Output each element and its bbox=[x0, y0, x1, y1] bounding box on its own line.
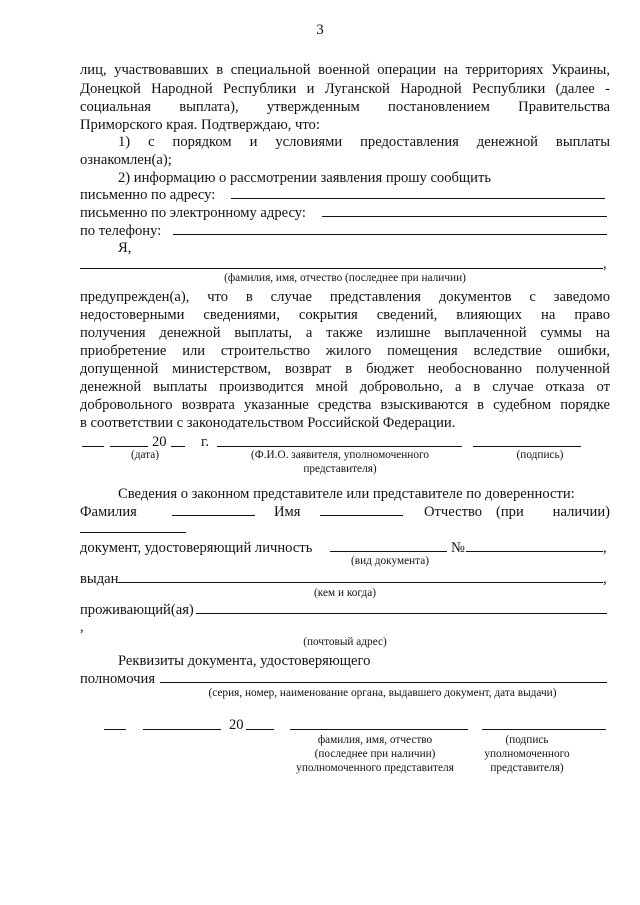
phone-field[interactable] bbox=[173, 234, 607, 235]
fio-caption: (фамилия, имя, отчество (последнее при наличии) bbox=[224, 272, 466, 284]
doc-kind-caption: (вид документа) bbox=[351, 555, 429, 567]
issued-field[interactable] bbox=[118, 582, 603, 583]
year-prefix: 20 bbox=[152, 434, 167, 450]
by-phone-label: по телефону: bbox=[80, 223, 162, 239]
req-label-1: Реквизиты документа, удостоверяющего bbox=[118, 653, 371, 669]
issued-label: выдан bbox=[80, 571, 119, 587]
name-field[interactable] bbox=[320, 515, 403, 516]
surname-label: Фамилия bbox=[80, 504, 137, 520]
para1-line-1: лиц, участвовавших в специальной военной операции на территориях Украины, bbox=[80, 62, 610, 78]
by-address-label: письменно по адресу: bbox=[80, 187, 216, 203]
year-prefix-2: 20 bbox=[229, 717, 244, 733]
patronymic-label: Отчество bbox=[424, 504, 483, 520]
req-label-2: полномочия bbox=[80, 671, 156, 687]
para2-line-5: допущенной министерством, возврат в бюджет необоснованно полученной bbox=[80, 361, 610, 377]
para1-line-4: Приморского края. Подтверждаю, что: bbox=[80, 117, 320, 133]
doc-kind-field[interactable] bbox=[330, 551, 447, 552]
comma: , bbox=[80, 619, 84, 635]
para2-line-8: в соответствии с законодательством Российской Федерации. bbox=[80, 415, 456, 431]
issued-caption: (кем и когда) bbox=[314, 587, 376, 599]
para2-line-4: приобретение или строительство жилого помещения вследствие ошибки, bbox=[80, 343, 610, 359]
rep-sign-caption-2: уполномоченного bbox=[484, 748, 570, 760]
ya-label: Я, bbox=[118, 240, 132, 256]
req-caption: (серия, номер, наименование органа, выдавшего документ, дата выдачи) bbox=[208, 687, 557, 699]
residing-label: проживающий(ая) bbox=[80, 602, 194, 618]
para1-line-3: социальная выплата), утвержденным постановлением Правительства bbox=[80, 99, 610, 115]
rep-fio-caption-2: (последнее при наличии) bbox=[314, 748, 436, 760]
postal-caption: (почтовый адрес) bbox=[303, 636, 387, 648]
surname-field-a[interactable] bbox=[172, 515, 255, 516]
para2-line-1: предупрежден(а), что в случае представления документов с заведомо bbox=[80, 289, 610, 305]
by-email-label: письменно по электронному адресу: bbox=[80, 205, 306, 221]
month-field-2[interactable] bbox=[143, 729, 221, 730]
rep-sign-caption-1: (подпись bbox=[505, 734, 549, 746]
number-sign: № bbox=[451, 540, 465, 556]
date-caption: (дата) bbox=[130, 449, 160, 461]
comma: , bbox=[603, 540, 607, 556]
signature-field[interactable] bbox=[473, 446, 581, 447]
para2-line-7: добровольного возврата указанные средства взыскиваются в судебном порядке bbox=[80, 397, 610, 413]
year-field[interactable] bbox=[171, 446, 185, 447]
id-doc-label: документ, удостоверяющий личность bbox=[80, 540, 313, 556]
day-field[interactable] bbox=[82, 446, 104, 447]
req-field[interactable] bbox=[160, 682, 607, 683]
day-field-2[interactable] bbox=[104, 729, 126, 730]
signer-fio-caption-2: представителя) bbox=[303, 463, 377, 475]
page-number: 3 bbox=[316, 22, 324, 38]
rep-fio-field[interactable] bbox=[290, 729, 468, 730]
item1-line-1: 1) с порядком и условиями предоставления денежной выплаты bbox=[118, 134, 610, 150]
para2-line-6: денежной выплаты производится мной добровольно, а в случае отказа от bbox=[80, 379, 610, 395]
rep-signature-field[interactable] bbox=[482, 729, 606, 730]
year-field-2[interactable] bbox=[246, 729, 274, 730]
para1-line-2: Донецкой Народной Республики и Луганской Народной Республики (далее - bbox=[80, 81, 610, 97]
residing-field[interactable] bbox=[196, 613, 607, 614]
if-any-label: (при наличии) bbox=[496, 504, 610, 520]
email-field[interactable] bbox=[322, 216, 607, 217]
para2-line-2: недостоверными сведениями, сокрытия сведений, влияющих на право bbox=[80, 307, 610, 323]
item2-text: 2) информацию о рассмотрении заявления прошу сообщить bbox=[118, 170, 492, 186]
rep-fio-caption-1: фамилия, имя, отчество bbox=[317, 734, 433, 746]
year-suffix: г. bbox=[201, 434, 209, 450]
doc-number-field[interactable] bbox=[466, 551, 603, 552]
rep-sign-caption-3: представителя) bbox=[490, 762, 564, 774]
comma: , bbox=[603, 571, 607, 587]
comma: , bbox=[603, 256, 607, 272]
item1-line-2: ознакомлен(а); bbox=[80, 152, 172, 168]
applicant-fio-field[interactable] bbox=[80, 268, 603, 269]
para2-line-3: получения денежной выплаты, а также излишне выплаченной суммы на bbox=[80, 325, 610, 341]
name-label: Имя bbox=[274, 504, 301, 520]
month-field[interactable] bbox=[110, 446, 148, 447]
patronymic-field[interactable] bbox=[80, 532, 186, 533]
signer-fio-field[interactable] bbox=[217, 446, 462, 447]
rep-fio-caption-3: уполномоченного представителя bbox=[296, 762, 454, 774]
rep-heading: Сведения о законном представителе или представителе по доверенности: bbox=[118, 486, 575, 502]
address-field[interactable] bbox=[231, 198, 605, 199]
signer-fio-caption-1: (Ф.И.О. заявителя, уполномоченного bbox=[250, 449, 430, 461]
signature-caption: (подпись) bbox=[516, 449, 564, 461]
